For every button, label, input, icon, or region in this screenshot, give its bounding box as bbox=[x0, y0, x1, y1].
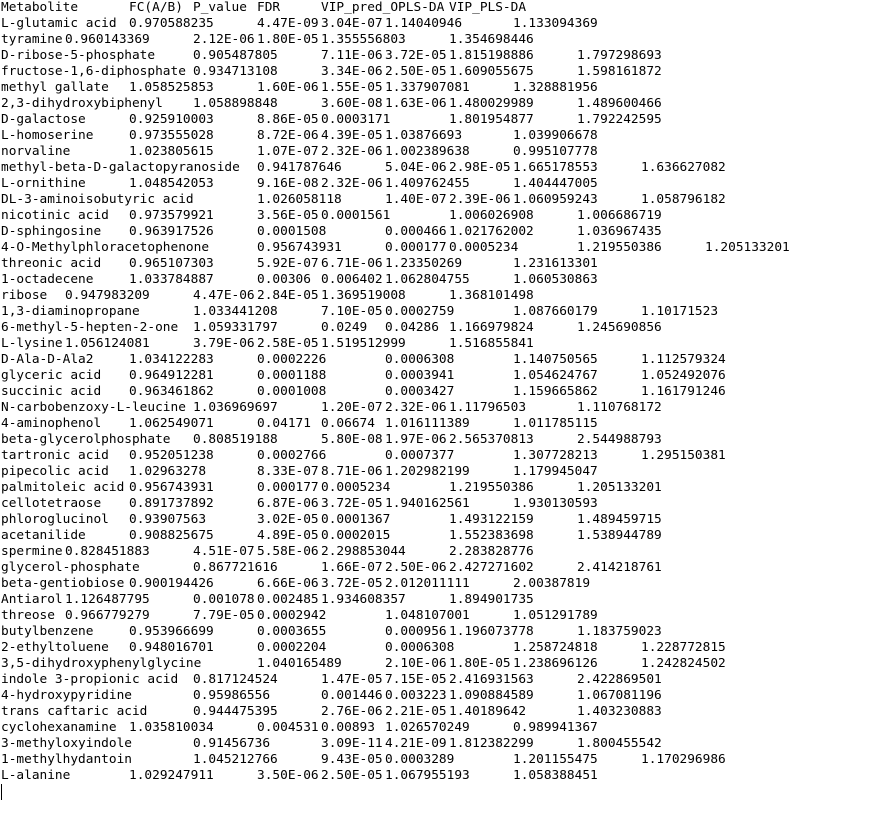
value-cell: 1.052492076 bbox=[641, 368, 726, 383]
metabolite-name: 4-aminophenol bbox=[1, 416, 102, 431]
value-cell: 0.91456736 bbox=[193, 736, 271, 751]
value-cell: 1.800455542 bbox=[577, 736, 662, 751]
value-cell: 1.205133201 bbox=[577, 480, 662, 495]
value-cell: 2.422869501 bbox=[577, 672, 662, 687]
metabolite-name: acetanilide bbox=[1, 528, 86, 543]
value-cell: 2.21E-05 bbox=[385, 704, 447, 719]
metabolite-name: spermine bbox=[1, 544, 63, 559]
value-cell: 0.001078 bbox=[193, 592, 255, 607]
value-cell: 1.228772815 bbox=[641, 640, 726, 655]
metabolite-name: L-ornithine bbox=[1, 176, 86, 191]
value-cell: 1.054624767 bbox=[513, 368, 598, 383]
metabolite-name: L-lysine bbox=[1, 336, 63, 351]
value-cell: 1.058796182 bbox=[641, 192, 726, 207]
value-cell: 8.86E-05 bbox=[257, 112, 319, 127]
value-cell: 1.021762002 bbox=[449, 224, 534, 239]
value-cell: 1.056124081 bbox=[65, 336, 150, 351]
value-cell: 0.956743931 bbox=[257, 240, 342, 255]
value-cell: 1.894901735 bbox=[449, 592, 534, 607]
metabolite-name: phloroglucinol bbox=[1, 512, 109, 527]
metabolite-name: nicotinic acid bbox=[1, 208, 109, 223]
metabolite-name: Metabolite bbox=[1, 0, 79, 15]
value-cell: 2.544988793 bbox=[577, 432, 662, 447]
value-cell: 2.76E-06 bbox=[321, 704, 383, 719]
value-cell: 1.60E-06 bbox=[257, 80, 319, 95]
metabolite-name: N-carbobenzoxy-L-leucine bbox=[1, 400, 186, 415]
value-cell: 0.0006308 bbox=[385, 352, 455, 367]
value-cell: 1.23350269 bbox=[385, 256, 463, 271]
value-cell: 1.183759023 bbox=[577, 624, 662, 639]
value-cell: 1.140750565 bbox=[513, 352, 598, 367]
value-cell: 1.087660179 bbox=[513, 304, 598, 319]
value-cell: 3.04E-07 bbox=[321, 16, 383, 31]
value-cell: 0.04171 bbox=[257, 416, 311, 431]
value-cell: 0.808519188 bbox=[193, 432, 278, 447]
value-cell: 0.891737892 bbox=[129, 496, 214, 511]
value-cell: 1.934608357 bbox=[321, 592, 406, 607]
value-cell: 1.060959243 bbox=[513, 192, 598, 207]
value-cell: FDR bbox=[257, 0, 281, 15]
value-cell: 1.159665862 bbox=[513, 384, 598, 399]
value-cell: 1.006686719 bbox=[577, 208, 662, 223]
value-cell: 1.058388451 bbox=[513, 768, 598, 783]
value-cell: 3.72E-05 bbox=[321, 576, 383, 591]
value-cell: 1.10171523 bbox=[641, 304, 719, 319]
value-cell: 8.71E-06 bbox=[321, 464, 383, 479]
value-cell: 1.039906678 bbox=[513, 128, 598, 143]
value-cell: 0.0001561 bbox=[321, 208, 391, 223]
value-cell: 0.0003655 bbox=[257, 624, 327, 639]
metabolite-name: D-ribose-5-phosphate bbox=[1, 48, 156, 63]
value-cell: 2.10E-06 bbox=[385, 656, 447, 671]
value-cell: 1.368101498 bbox=[449, 288, 534, 303]
value-cell: 1.060530863 bbox=[513, 272, 598, 287]
value-cell: 9.16E-08 bbox=[257, 176, 319, 191]
value-cell: 0.0002226 bbox=[257, 352, 327, 367]
value-cell: 0.828451883 bbox=[65, 544, 150, 559]
value-cell: 6.87E-06 bbox=[257, 496, 319, 511]
value-cell: 0.0002759 bbox=[385, 304, 455, 319]
value-cell: 0.973579921 bbox=[129, 208, 214, 223]
value-cell: 0.002485 bbox=[257, 592, 319, 607]
value-cell: FC(A/B) bbox=[129, 0, 183, 15]
value-cell: 1.242824502 bbox=[641, 656, 726, 671]
metabolite-name: 6-methyl-5-hepten-2-one bbox=[1, 320, 179, 335]
metabolite-name: L-alanine bbox=[1, 768, 71, 783]
value-cell: 0.960143369 bbox=[65, 32, 150, 47]
value-cell: 1.07E-07 bbox=[257, 144, 319, 159]
value-cell: 0.006402 bbox=[321, 272, 383, 287]
value-cell: 6.71E-06 bbox=[321, 256, 383, 271]
value-cell: 1.493122159 bbox=[449, 512, 534, 527]
value-cell: 1.196073778 bbox=[449, 624, 534, 639]
value-cell: 3.72E-05 bbox=[385, 48, 447, 63]
value-cell: 1.067955193 bbox=[385, 768, 470, 783]
value-cell: 1.219550386 bbox=[577, 240, 662, 255]
metabolite-name: 4-hydroxypyridine bbox=[1, 688, 132, 703]
value-cell: 0.900194426 bbox=[129, 576, 214, 591]
value-cell: 0.867721616 bbox=[193, 560, 278, 575]
metabolite-name: indole 3-propionic acid bbox=[1, 672, 179, 687]
value-cell: 0.0001008 bbox=[257, 384, 327, 399]
value-cell: 0.989941367 bbox=[513, 720, 598, 735]
value-cell: 1.03876693 bbox=[385, 128, 463, 143]
value-cell: 1.161791246 bbox=[641, 384, 726, 399]
metabolite-name: L-glutamic acid bbox=[1, 16, 117, 31]
value-cell: 1.126487795 bbox=[65, 592, 150, 607]
value-cell: 1.058525853 bbox=[129, 80, 214, 95]
value-cell: 0.905487805 bbox=[193, 48, 278, 63]
value-cell: 1.090884589 bbox=[449, 688, 534, 703]
value-cell: 1.409762455 bbox=[385, 176, 470, 191]
value-cell: 0.963917526 bbox=[129, 224, 214, 239]
metabolite-name: beta-gentiobiose bbox=[1, 576, 125, 591]
value-cell: 0.0005234 bbox=[449, 240, 519, 255]
value-cell: 2.283828776 bbox=[449, 544, 534, 559]
metabolite-name: D-sphingosine bbox=[1, 224, 102, 239]
metabolite-name: 3,5-dihydroxyphenylglycine bbox=[1, 656, 202, 671]
value-cell: 0.00893 bbox=[321, 720, 375, 735]
value-cell: 2.416931563 bbox=[449, 672, 534, 687]
value-cell: 1.940162561 bbox=[385, 496, 470, 511]
value-cell: 9.43E-05 bbox=[321, 752, 383, 767]
value-cell: 1.552383698 bbox=[449, 528, 534, 543]
value-cell: 1.354698446 bbox=[449, 32, 534, 47]
value-cell: 2.012011111 bbox=[385, 576, 470, 591]
value-cell: 0.003223 bbox=[385, 688, 447, 703]
metabolite-name: ribose bbox=[1, 288, 48, 303]
value-cell: 1.337907081 bbox=[385, 80, 470, 95]
value-cell: 7.11E-06 bbox=[321, 48, 383, 63]
value-cell: 0.0006308 bbox=[385, 640, 455, 655]
value-cell: 1.480029989 bbox=[449, 96, 534, 111]
value-cell: 1.538944789 bbox=[577, 528, 662, 543]
value-cell: 5.92E-07 bbox=[257, 256, 319, 271]
value-cell: 1.006026908 bbox=[449, 208, 534, 223]
metabolite-name: Antiarol bbox=[1, 592, 63, 607]
value-cell: 3.50E-06 bbox=[257, 768, 319, 783]
value-cell: 1.47E-05 bbox=[321, 672, 383, 687]
metabolite-name: 1,3-diaminopropane bbox=[1, 304, 140, 319]
value-cell: 1.66E-07 bbox=[321, 560, 383, 575]
value-cell: 3.79E-06 bbox=[193, 336, 255, 351]
value-cell: 1.026058118 bbox=[257, 192, 342, 207]
value-cell: 1.045212766 bbox=[193, 752, 278, 767]
value-cell: 2.58E-05 bbox=[257, 336, 319, 351]
value-cell: 1.238696126 bbox=[513, 656, 598, 671]
value-cell: 1.051291789 bbox=[513, 608, 598, 623]
value-cell: 2.39E-06 bbox=[449, 192, 511, 207]
value-cell: 4.21E-09 bbox=[385, 736, 447, 751]
value-cell: 1.307728213 bbox=[513, 448, 598, 463]
value-cell: 0.0003427 bbox=[385, 384, 455, 399]
metabolite-name: L-homoserine bbox=[1, 128, 94, 143]
value-cell: 0.973555028 bbox=[129, 128, 214, 143]
value-cell: 1.201155475 bbox=[513, 752, 598, 767]
value-cell: 0.0003171 bbox=[321, 112, 391, 127]
value-cell: 1.40E-07 bbox=[385, 192, 447, 207]
value-cell: 1.026570249 bbox=[385, 720, 470, 735]
metabolite-name: D-galactose bbox=[1, 112, 86, 127]
value-cell: 1.516855841 bbox=[449, 336, 534, 351]
value-cell: 1.295150381 bbox=[641, 448, 726, 463]
value-cell: 1.328881956 bbox=[513, 80, 598, 95]
value-cell: 2.50E-06 bbox=[385, 560, 447, 575]
value-cell: 0.966779279 bbox=[65, 608, 150, 623]
value-cell: 2.84E-05 bbox=[257, 288, 319, 303]
value-cell: 0.00306 bbox=[257, 272, 311, 287]
value-cell: 1.023805615 bbox=[129, 144, 214, 159]
value-cell: 1.067081196 bbox=[577, 688, 662, 703]
value-cell: 5.04E-06 bbox=[385, 160, 447, 175]
value-cell: 1.179945047 bbox=[513, 464, 598, 479]
value-cell: 0.000956 bbox=[385, 624, 447, 639]
value-cell: VIP_PLS-DA bbox=[449, 0, 527, 15]
metabolite-name: glycerol-phosphate bbox=[1, 560, 140, 575]
value-cell: 1.011785115 bbox=[513, 416, 598, 431]
value-cell: 2.00387819 bbox=[513, 576, 591, 591]
value-cell: 1.036967435 bbox=[577, 224, 662, 239]
value-cell: 1.812382299 bbox=[449, 736, 534, 751]
metabolite-name: methyl gallate bbox=[1, 80, 109, 95]
value-cell: 1.801954877 bbox=[449, 112, 534, 127]
value-cell: 1.205133201 bbox=[705, 240, 790, 255]
metabolite-name: D-Ala-D-Ala2 bbox=[1, 352, 94, 367]
value-cell: 1.231613301 bbox=[513, 256, 598, 271]
value-cell: 1.029247911 bbox=[129, 768, 214, 783]
value-cell: 1.002389638 bbox=[385, 144, 470, 159]
value-cell: 1.040165489 bbox=[257, 656, 342, 671]
value-cell: 2.565370813 bbox=[449, 432, 534, 447]
value-cell: 1.519512999 bbox=[321, 336, 406, 351]
value-cell: 1.80E-05 bbox=[449, 656, 511, 671]
value-cell: 0.953966699 bbox=[129, 624, 214, 639]
value-cell: 0.995107778 bbox=[513, 144, 598, 159]
value-cell: 1.609055675 bbox=[449, 64, 534, 79]
value-cell: 0.0003289 bbox=[385, 752, 455, 767]
metabolite-name: cellotetraose bbox=[1, 496, 102, 511]
metabolite-name: beta-glycerolphosphate bbox=[1, 432, 171, 447]
value-cell: 6.66E-06 bbox=[257, 576, 319, 591]
value-cell: 0.0003941 bbox=[385, 368, 455, 383]
value-cell: 0.0002942 bbox=[257, 608, 327, 623]
metabolite-name: palmitoleic acid bbox=[1, 480, 125, 495]
value-cell: 4.47E-06 bbox=[193, 288, 255, 303]
value-cell: 3.56E-05 bbox=[257, 208, 319, 223]
value-cell: 1.112579324 bbox=[641, 352, 726, 367]
value-cell: 7.15E-05 bbox=[385, 672, 447, 687]
value-cell: 3.60E-08 bbox=[321, 96, 383, 111]
value-cell: 0.952051238 bbox=[129, 448, 214, 463]
metabolite-name: threonic acid bbox=[1, 256, 102, 271]
metabolite-name: trans caftaric acid bbox=[1, 704, 148, 719]
value-cell: 4.51E-07 bbox=[193, 544, 255, 559]
value-cell: 0.941787646 bbox=[257, 160, 342, 175]
text-cursor bbox=[1, 784, 2, 800]
value-cell: 1.245690856 bbox=[577, 320, 662, 335]
value-cell: 4.89E-05 bbox=[257, 528, 319, 543]
value-cell: 0.000466 bbox=[385, 224, 447, 239]
value-cell: 1.059331797 bbox=[193, 320, 278, 335]
value-cell: 1.665178553 bbox=[513, 160, 598, 175]
value-cell: 5.58E-06 bbox=[257, 544, 319, 559]
value-cell: 1.058898848 bbox=[193, 96, 278, 111]
value-cell: 4.39E-05 bbox=[321, 128, 383, 143]
metabolite-name: threose bbox=[1, 608, 55, 623]
value-cell: 0.0002015 bbox=[321, 528, 391, 543]
metabolite-name: cyclohexanamine bbox=[1, 720, 117, 735]
value-cell: 1.048542053 bbox=[129, 176, 214, 191]
value-cell: 2.298853044 bbox=[321, 544, 406, 559]
value-cell: VIP_pred_OPLS-DA bbox=[321, 0, 445, 15]
value-cell: 1.035810034 bbox=[129, 720, 214, 735]
metabolite-name: 1-methylhydantoin bbox=[1, 752, 132, 767]
value-cell: 7.10E-05 bbox=[321, 304, 383, 319]
metabolite-name: DL-3-aminoisobutyric acid bbox=[1, 192, 194, 207]
value-cell: 0.0249 bbox=[321, 320, 368, 335]
value-cell: 0.947983209 bbox=[65, 288, 150, 303]
value-cell: 0.817124524 bbox=[193, 672, 278, 687]
value-cell: 3.72E-05 bbox=[321, 496, 383, 511]
value-cell: 1.489459715 bbox=[577, 512, 662, 527]
value-cell: 0.948016701 bbox=[129, 640, 214, 655]
value-cell: 1.598161872 bbox=[577, 64, 662, 79]
value-cell: 1.80E-05 bbox=[257, 32, 319, 47]
metabolite-name: succinic acid bbox=[1, 384, 102, 399]
value-cell: 1.034122283 bbox=[129, 352, 214, 367]
value-cell: 1.048107001 bbox=[385, 608, 470, 623]
value-cell: 1.20E-07 bbox=[321, 400, 383, 415]
value-cell: 1.02963278 bbox=[129, 464, 207, 479]
metabolite-name: butylbenzene bbox=[1, 624, 94, 639]
value-cell: 0.95986556 bbox=[193, 688, 271, 703]
value-cell: 0.93907563 bbox=[129, 512, 207, 527]
metabolite-name: 2,3-dihydroxybiphenyl bbox=[1, 96, 163, 111]
metabolite-name: tyramine bbox=[1, 32, 63, 47]
value-cell: 0.0002766 bbox=[257, 448, 327, 463]
value-cell: 1.930130593 bbox=[513, 496, 598, 511]
value-cell: 0.0001188 bbox=[257, 368, 327, 383]
value-cell: 4.47E-09 bbox=[257, 16, 319, 31]
value-cell: 1.797298693 bbox=[577, 48, 662, 63]
value-cell: 1.403230883 bbox=[577, 704, 662, 719]
value-cell: 1.815198886 bbox=[449, 48, 534, 63]
value-cell: 5.80E-08 bbox=[321, 432, 383, 447]
value-cell: 1.404447005 bbox=[513, 176, 598, 191]
value-cell: 0.000177 bbox=[385, 240, 447, 255]
value-cell: 0.934713108 bbox=[193, 64, 278, 79]
value-cell: 2.414218761 bbox=[577, 560, 662, 575]
value-cell: 0.956743931 bbox=[129, 480, 214, 495]
value-cell: 2.32E-06 bbox=[321, 144, 383, 159]
value-cell: 2.427271602 bbox=[449, 560, 534, 575]
value-cell: 1.55E-05 bbox=[321, 80, 383, 95]
value-cell: 1.14040946 bbox=[385, 16, 463, 31]
value-cell: 2.12E-06 bbox=[193, 32, 255, 47]
metabolite-name: tartronic acid bbox=[1, 448, 109, 463]
value-cell: 0.908825675 bbox=[129, 528, 214, 543]
value-cell: 1.110768172 bbox=[577, 400, 662, 415]
value-cell: 0.004531 bbox=[257, 720, 319, 735]
value-cell: 2.50E-05 bbox=[321, 768, 383, 783]
metabolite-name: norvaline bbox=[1, 144, 71, 159]
value-cell: 2.32E-06 bbox=[385, 400, 447, 415]
metabolite-name: 3-methyloxyindole bbox=[1, 736, 132, 751]
value-cell: 1.63E-06 bbox=[385, 96, 447, 111]
value-cell: 1.166979824 bbox=[449, 320, 534, 335]
value-cell: 1.792242595 bbox=[577, 112, 662, 127]
metabolite-name: pipecolic acid bbox=[1, 464, 109, 479]
value-cell: 8.72E-06 bbox=[257, 128, 319, 143]
value-cell: 3.34E-06 bbox=[321, 64, 383, 79]
value-cell: 1.489600466 bbox=[577, 96, 662, 111]
value-cell: 1.355556803 bbox=[321, 32, 406, 47]
metabolite-name: 1-octadecene bbox=[1, 272, 94, 287]
value-cell: 0.0002204 bbox=[257, 640, 327, 655]
value-cell: 0.0005234 bbox=[321, 480, 391, 495]
value-cell: 1.062549071 bbox=[129, 416, 214, 431]
value-cell: 1.636627082 bbox=[641, 160, 726, 175]
value-cell: 1.016111389 bbox=[385, 416, 470, 431]
value-cell: 0.001446 bbox=[321, 688, 383, 703]
value-cell: 1.258724818 bbox=[513, 640, 598, 655]
value-cell: 1.202982199 bbox=[385, 464, 470, 479]
value-cell: 1.40189642 bbox=[449, 704, 527, 719]
value-cell: 0.0007377 bbox=[385, 448, 455, 463]
value-cell: 0.0001367 bbox=[321, 512, 391, 527]
value-cell: 0.965107303 bbox=[129, 256, 214, 271]
value-cell: 0.963461862 bbox=[129, 384, 214, 399]
value-cell: 0.0001508 bbox=[257, 224, 327, 239]
value-cell: 0.000177 bbox=[257, 480, 319, 495]
value-cell: 1.033441208 bbox=[193, 304, 278, 319]
value-cell: 0.964912281 bbox=[129, 368, 214, 383]
value-cell: 1.133094369 bbox=[513, 16, 598, 31]
value-cell: 8.33E-07 bbox=[257, 464, 319, 479]
value-cell: 0.925910003 bbox=[129, 112, 214, 127]
metabolite-name: fructose-1,6-diphosphate bbox=[1, 64, 186, 79]
metabolite-name: 4-O-Methylphloracetophenone bbox=[1, 240, 210, 255]
value-cell: 1.219550386 bbox=[449, 480, 534, 495]
value-cell: 1.369519008 bbox=[321, 288, 406, 303]
value-cell: 1.033784887 bbox=[129, 272, 214, 287]
value-cell: 1.062804755 bbox=[385, 272, 470, 287]
value-cell: 1.11796503 bbox=[449, 400, 527, 415]
value-cell: 0.944475395 bbox=[193, 704, 278, 719]
value-cell: 0.04286 bbox=[385, 320, 439, 335]
metabolite-name: 2-ethyltoluene bbox=[1, 640, 109, 655]
value-cell: 7.79E-05 bbox=[193, 608, 255, 623]
value-cell: 1.170296986 bbox=[641, 752, 726, 767]
value-cell: P_value bbox=[193, 0, 247, 15]
value-cell: 0.06674 bbox=[321, 416, 375, 431]
value-cell: 2.98E-05 bbox=[449, 160, 511, 175]
metabolite-name: glyceric acid bbox=[1, 368, 102, 383]
value-cell: 2.50E-05 bbox=[385, 64, 447, 79]
value-cell: 1.97E-06 bbox=[385, 432, 447, 447]
value-cell: 3.02E-05 bbox=[257, 512, 319, 527]
value-cell: 3.09E-11 bbox=[321, 736, 383, 751]
value-cell: 2.32E-06 bbox=[321, 176, 383, 191]
value-cell: 0.970588235 bbox=[129, 16, 214, 31]
value-cell: 1.036969697 bbox=[193, 400, 278, 415]
metabolite-name: methyl-beta-D-galactopyranoside bbox=[1, 160, 240, 175]
